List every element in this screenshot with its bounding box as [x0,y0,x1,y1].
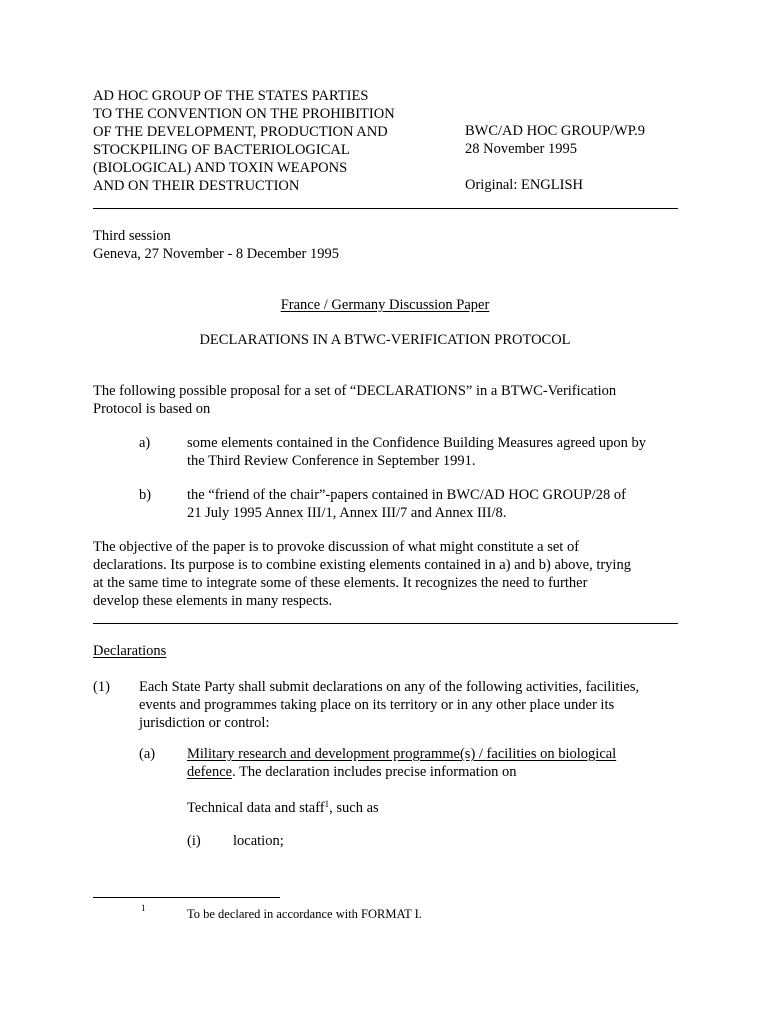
intro-line: Protocol is based on [93,401,211,417]
header-convention-title [93,87,395,195]
footnote-text: To be declared in accordance with FORMAT I. [187,907,422,921]
list-item-line: 21 July 1995 Annex III/1, Annex III/7 and Annex III/8. [187,505,507,521]
header-line: TO THE CONVENTION ON THE PROHIBITION [93,106,395,122]
list-item-line: the Third Review Conference in September 1991. [187,453,476,469]
declarations-heading: Declarations [93,643,167,659]
list-item [187,486,626,522]
technical-data-line [187,799,379,817]
underlined-text: defence [187,764,233,780]
header-line: AD HOC GROUP OF THE STATES PARTIES [93,88,369,104]
objective-line: The objective of the paper is to provoke discussion of what might constitute a set of [93,539,580,555]
document-date: 28 November 1995 [465,141,577,157]
item-marker: (i) [187,833,201,849]
declaration-item-1 [139,678,639,732]
list-item-line: some elements contained in the Confidence Building Measures agreed upon by [187,435,647,451]
item-marker: (1) [93,679,110,695]
footnote-number: 1 [141,903,146,913]
item-text: location; [233,833,284,849]
list-marker: b) [139,487,152,503]
objective-line: at the same time to integrate some of these elements. It recognizes the need to further [93,575,588,591]
header-line: (BIOLOGICAL) AND TOXIN WEAPONS [93,160,348,176]
session-title: Third session [93,228,171,244]
document-heading: DECLARATIONS IN A BTWC-VERIFICATION PROTOCOL [199,332,571,348]
intro-line: The following possible proposal for a set of “DECLARATIONS” in a BTWC-Verification [93,383,617,399]
intro-paragraph [93,382,616,418]
section-divider [93,623,678,624]
footnote-divider [93,897,280,898]
header-line: STOCKPILING OF BACTERIOLOGICAL [93,142,350,158]
header-line: AND ON THEIR DESTRUCTION [93,178,300,194]
document-original-language: Original: ENGLISH [465,177,583,193]
item-line: jurisdiction or control: [139,715,270,731]
item-marker: (a) [139,746,156,762]
technical-data-rest: , such as [329,800,379,816]
header-document-info [465,122,645,194]
header-divider [93,208,678,209]
session-place-date: Geneva, 27 November - 8 December 1995 [93,246,340,262]
item-text: . The declaration includes precise information on [232,764,517,780]
list-marker: a) [139,435,151,451]
header-line: OF THE DEVELOPMENT, PRODUCTION AND [93,124,388,140]
footnote-reference[interactable]: 1 [324,799,330,809]
objective-paragraph [93,538,631,610]
item-line: events and programmes taking place on its territory or in any other place under its [139,697,615,713]
item-line [187,763,616,781]
technical-data-text: Technical data and staff [187,800,325,816]
objective-line: declarations. Its purpose is to combine existing elements contained in a) and b) above, trying [93,557,631,573]
item-line: Each State Party shall submit declarations on any of the following activities, facilities, [139,679,640,695]
list-item [187,434,646,470]
document-symbol: BWC/AD HOC GROUP/WP.9 [465,123,646,139]
declaration-item-a [187,745,616,781]
item-line: Military research and development programme(s) / facilities on biological [187,746,617,762]
session-info [93,227,339,263]
list-item-line: the “friend of the chair”-papers contained in BWC/AD HOC GROUP/28 of [187,487,626,503]
objective-line: develop these elements in many respects. [93,593,333,609]
paper-title: France / Germany Discussion Paper [280,297,490,313]
